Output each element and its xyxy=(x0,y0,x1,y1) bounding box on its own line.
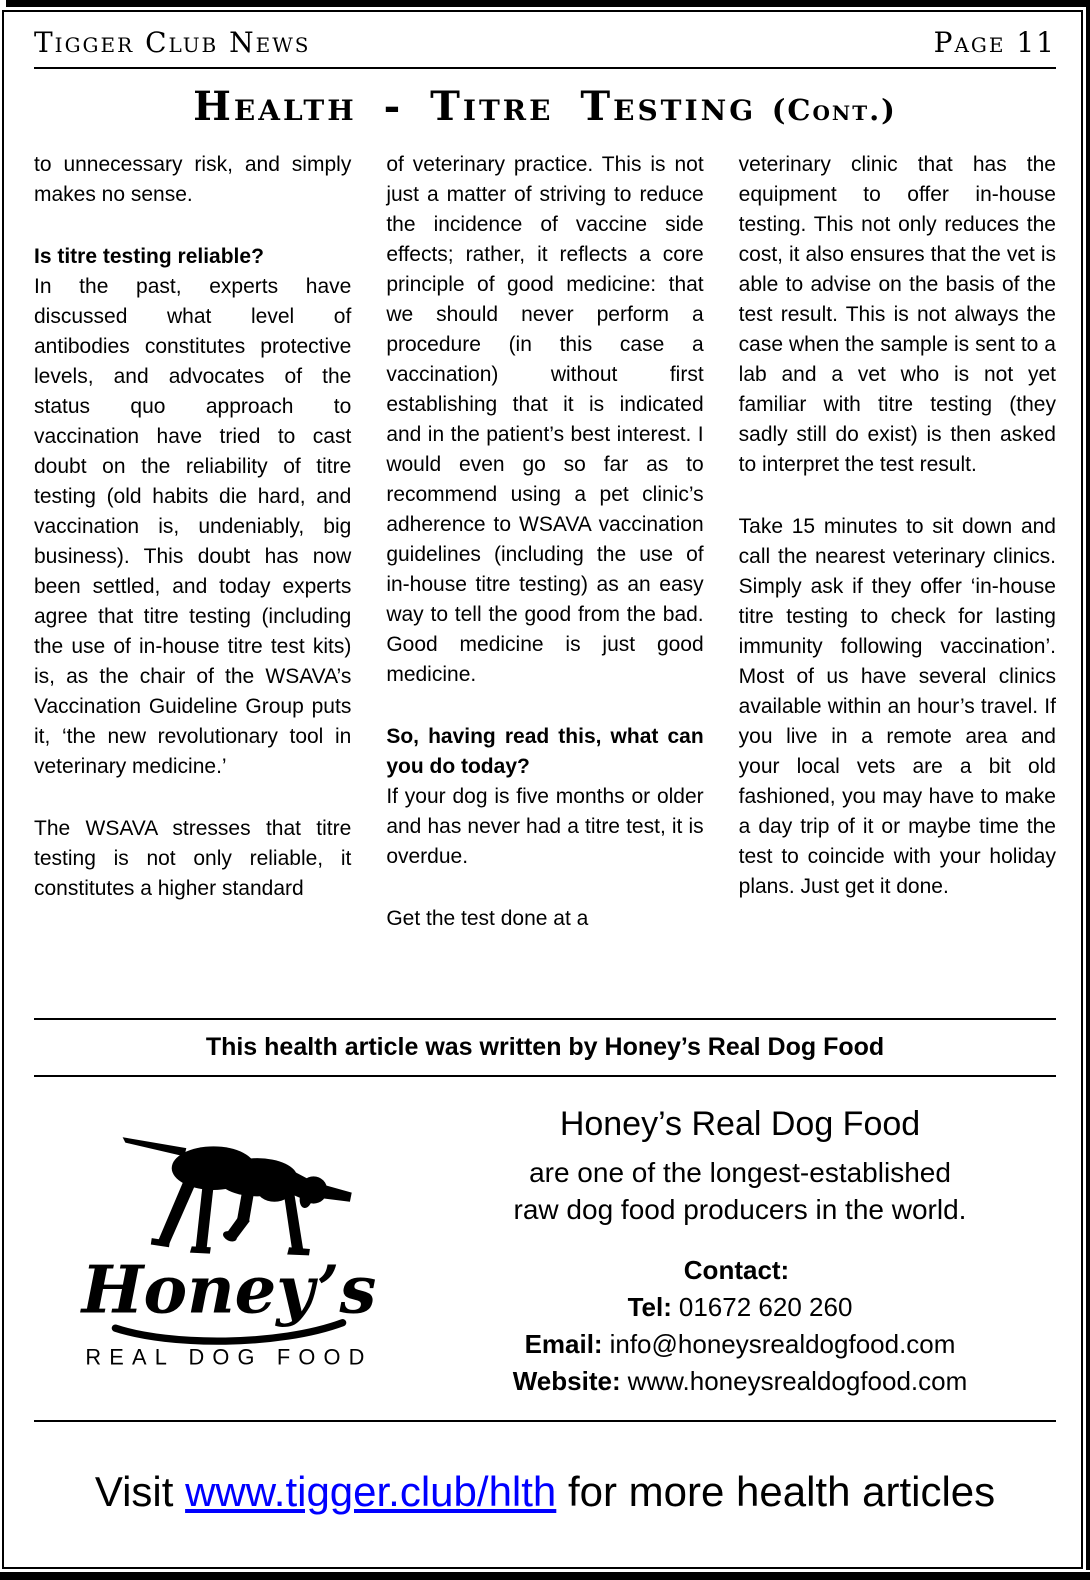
article-paragraph: to unnecessary risk, and simply makes no sense. xyxy=(34,153,352,206)
visit-line xyxy=(34,1468,1056,1516)
email-label: Email: xyxy=(524,1329,603,1359)
frame-bottom-bar xyxy=(0,1572,1090,1580)
website-value: www.honeysrealdogfood.com xyxy=(627,1366,968,1396)
contact-tel-row xyxy=(424,1289,1056,1326)
article-title-main: Health - Titre Testing xyxy=(193,83,757,130)
sponsor-section xyxy=(34,1103,1056,1400)
page-number: Page 11 xyxy=(933,26,1056,59)
contact-email-row xyxy=(424,1326,1056,1363)
article-subheading: So, having read this, what can you do today? xyxy=(386,725,704,778)
article-title-cont: (Cont.) xyxy=(771,93,897,127)
article-paragraph: If your dog is five months or older and has never had a titre test, it is overdue. xyxy=(386,785,704,868)
tel-value: 01672 620 260 xyxy=(678,1292,853,1322)
visit-suffix: for more health articles xyxy=(567,1468,996,1515)
contact-heading xyxy=(424,1252,1056,1289)
article-column-1 xyxy=(34,150,351,904)
article-paragraph: veterinary clinic that has the equipment to offer in-house testing. This not only reduces the cost, it also ensures that the vet is able to advise on the basis of the test result. This is not always the case when the sample is sent to a lab and a vet who is not yet familiar with titre testing (they sadly still do exist) is then asked to interpret the test result. xyxy=(738,153,1056,476)
masthead-rule xyxy=(34,67,1056,69)
contact-website-row xyxy=(424,1363,1056,1400)
sponsor-name: Honey’s Real Dog Food xyxy=(559,1105,921,1143)
byline-bar xyxy=(34,1018,1056,1077)
sponsor-contact xyxy=(424,1252,1056,1400)
article-title xyxy=(34,83,1056,130)
article-paragraph: of veterinary practice. This is not just a matter of striving to reduce the incidence of vaccine side effects; rather, it reflects a core principle of good medicine: that we should never perform a procedure (in this case a vaccination) without first establishing that it is indicated and in the patient’s best interest. I would even go so far as to recommend using a pet clinic’s adherence to WSAVA vaccination guidelines (including the use of in-house titre testing) as an easy way to tell the good from the bad. Good medicine is just good medicine. xyxy=(386,153,704,686)
honeys-logo xyxy=(34,1103,424,1400)
email-value: info@honeysrealdogfood.com xyxy=(609,1329,956,1359)
contact-label: Contact: xyxy=(683,1255,790,1285)
tel-label: Tel: xyxy=(627,1292,672,1322)
article-body xyxy=(34,150,1056,1018)
article-subheading: Is titre testing reliable? xyxy=(34,245,264,268)
article-column-3 xyxy=(739,150,1056,902)
article-paragraph: Get the test done at a xyxy=(386,907,589,930)
pointer-dog-icon xyxy=(79,1117,379,1372)
article-paragraph: Take 15 minutes to sit down and call the nearest veterinary clinics. Simply ask if they offer ‘in-house titre testing to check for lasting immunity following vaccination’. Most of us have several clinics available within an hour’s travel. If you live in a remote area and your local vets are a bit old fashioned, you may have to make a day trip of it or maybe time the test to coincide with your holiday plans. Just get it done. xyxy=(738,515,1056,898)
website-label: Website: xyxy=(512,1366,621,1396)
footer-divider-rule xyxy=(34,1420,1056,1422)
visit-prefix: Visit xyxy=(94,1468,174,1515)
masthead xyxy=(34,26,1056,59)
logo-subtext: REAL DOG FOOD xyxy=(85,1344,373,1370)
sponsor-info xyxy=(424,1103,1056,1400)
masthead-brand: Tigger Club News xyxy=(34,26,311,59)
logo-script-text: Honey’s xyxy=(81,1252,377,1329)
article-column-2 xyxy=(386,150,703,934)
sponsor-desc-line-2: raw dog food producers in the world. xyxy=(513,1194,967,1225)
byline-text: This health article was written by Honey’s Real Dog Food xyxy=(205,1033,885,1061)
health-articles-link[interactable]: www.tigger.club/hlth xyxy=(185,1468,557,1515)
sponsor-desc-line-1: are one of the longest-established xyxy=(529,1157,951,1188)
article-paragraph: The WSAVA stresses that titre testing is not only reliable, it constitutes a higher standard xyxy=(34,817,352,900)
article-paragraph: In the past, experts have discussed what level of antibodies constitutes protective levels, and advocates of the status quo approach to vaccination have tried to cast doubt on the reliability of titre testing (old habits die hard, and vaccination is, undeniably, big business). This doubt has now been settled, and today experts agree that titre testing (including the use of in-house titre test kits) is, as the chair of the WSAVA’s Vaccination Guideline Group puts it, ‘the new revolutionary tool in veterinary medicine.’ xyxy=(34,275,352,778)
